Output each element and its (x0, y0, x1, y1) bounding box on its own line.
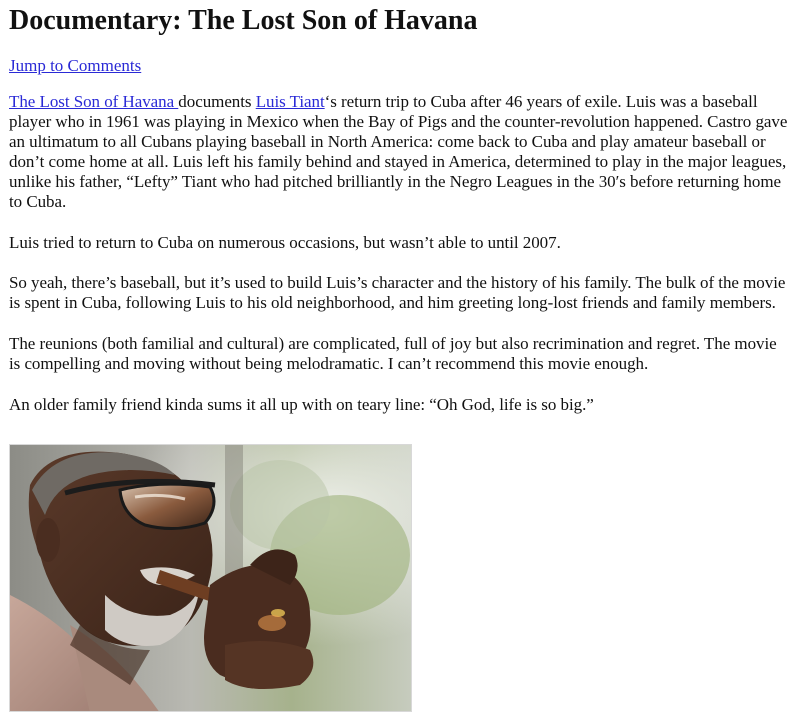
article-photo (9, 444, 412, 712)
paragraph-intro-text-1: documents (178, 92, 256, 111)
paragraph-return: Luis tried to return to Cuba on numerous occasions, but wasn’t able to until 2007. (9, 233, 561, 252)
film-title-link[interactable]: The Lost Son of Havana (9, 92, 179, 111)
jump-to-comments-link[interactable]: Jump to Comments (9, 56, 142, 75)
luis-tiant-link[interactable]: Luis Tiant (255, 92, 325, 111)
paragraph-reunions: The reunions (both familial and cultural) are complicated, full of joy but also recrimination and regret. The movie is compelling and moving without being melodramatic. I can’t recommend this movie enough. (9, 334, 777, 373)
paragraph-intro-text-2: ‘s return trip to Cuba after 46 years of exile. Luis was a baseball player who in 1961 was playing in Mexico when the Bay of Pigs and the counter-revolution happened. Castro gave an ultimatum to all Cubans playing baseball in North America: come back to Cuba and play amateur baseball or don’t come home at all. Luis left his family behind and stayed in America, determined to play in the major leagues, unlike his father, “Lefty” Tiant who had pitched brilliantly in the Negro Leagues in the 30′s before returning home to Cuba. (9, 92, 788, 211)
paragraph-quote: An older family friend kinda sums it all up with on teary line: “Oh God, life is so big.” (9, 395, 594, 414)
paragraph-baseball: So yeah, there’s baseball, but it’s used to build Luis’s character and the history of his family. The bulk of the movie is spent in Cuba, following Luis to his old neighborhood, and him greeting long-lost friends and family members. (9, 273, 786, 312)
jump-to-comments-row (9, 56, 792, 76)
photo-illustration (10, 445, 412, 712)
paragraph-intro (9, 92, 792, 212)
page-title: Documentary: The Lost Son of Havana (9, 5, 478, 36)
